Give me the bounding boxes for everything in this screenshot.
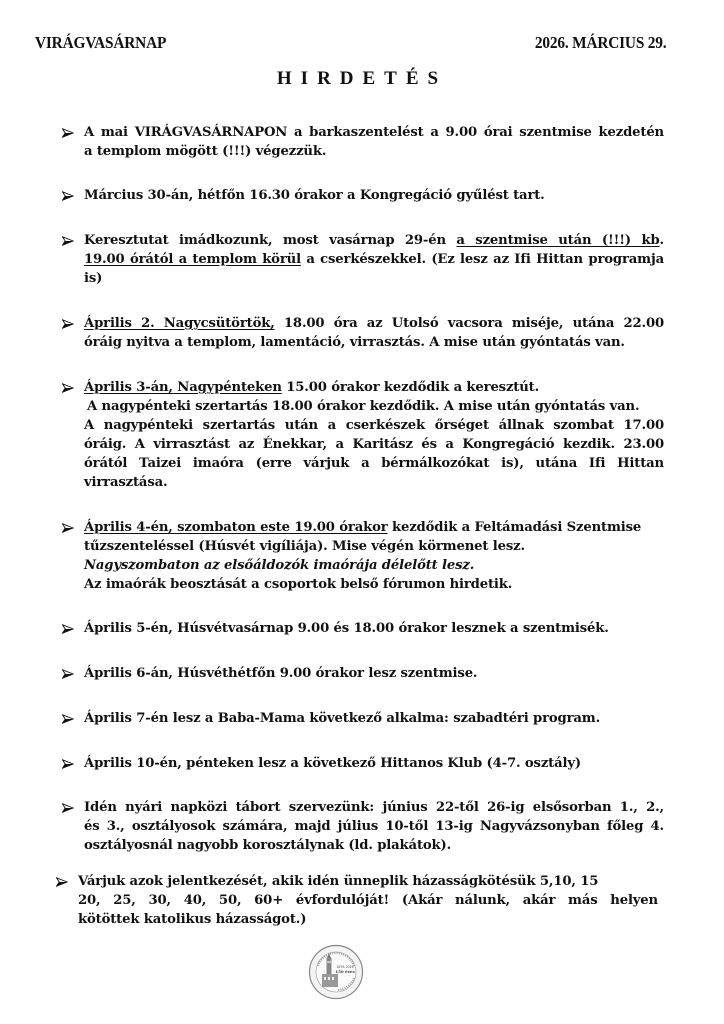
announcement-item [62, 709, 664, 728]
item-line: Az imaórák beosztását a csoportok belső fórumon hirdetik. [84, 577, 513, 592]
item-line [84, 518, 664, 537]
arrow-bullet-icon [62, 314, 76, 333]
announcement-item [62, 231, 664, 288]
item-line: Várjuk azok jelentkezését, akik idén ünneplik házasságkötésük 5,10, 15 [78, 874, 599, 889]
announcement-item [62, 619, 664, 638]
item-line: Március 30-án, hétfőn 16.30 órakor a Kongregáció gyűlést tart. [84, 188, 545, 203]
announcement-item [62, 518, 664, 594]
arrow-bullet-icon [62, 619, 76, 638]
item-line: Április 6-án, Húsvéthétfőn 9.00 órakor lesz szentmise. [84, 666, 478, 681]
item-text: a cserkészekkel. (Ez lesz az Ifi Hittan programja [300, 252, 664, 267]
item-line: kötöttek katolikus házasságot.) [78, 912, 307, 927]
seal-anniversary: 150 éves [335, 969, 355, 974]
arrow-bullet-icon [62, 664, 76, 683]
item-line: Idén nyári napközi tábort szervezünk: június 22-től 26-ig elsősorban 1., 2., [84, 800, 664, 815]
page-title: HIRDETÉS [276, 68, 448, 89]
item-line: osztályosnál nagyobb korosztálynak (ld. plakátok). [84, 838, 452, 853]
arrow-bullet-icon [62, 186, 76, 205]
underlined-text: 19.00 órától a templom körül [84, 252, 301, 267]
item-text: 15.00 órakor kezdődik a keresztút. [281, 380, 540, 395]
item-text: 18.00 óra az Utolsó vacsora miséje, utána 22.00 [274, 316, 665, 331]
item-line: órától Taizei imaóra (erre várjuk a bérmálkozókat is), utána Ifi Hittan [84, 456, 664, 471]
arrow-bullet-icon [62, 754, 76, 773]
item-line: A mai VIRÁGVASÁRNAPON a barkaszentelést a 9.00 órai szentmise kezdetén [84, 125, 664, 140]
item-line: a templom mögött (!!!) végezzük. [84, 144, 327, 159]
announcement-item [62, 378, 664, 492]
arrow-bullet-icon [62, 231, 76, 250]
header-left-title: VIRÁGVASÁRNAP [35, 33, 167, 52]
arrow-bullet-icon [62, 378, 76, 397]
seal-years: 1876-2026 [336, 965, 354, 969]
announcement-item [62, 314, 664, 352]
arrow-bullet-icon [62, 709, 76, 728]
arrow-bullet-icon [56, 872, 70, 891]
item-line: és 3., osztályosok számára, majd július 10-től 13-ig Nagyvázsonyban főleg 4. [84, 819, 664, 834]
item-text: . [659, 233, 664, 248]
item-text: kezdődik a Feltámadási Szentmise [387, 520, 642, 535]
item-line: óráig nyitva a templom, lamentáció, virrasztás. A mise után gyóntatás van. [84, 335, 625, 350]
arrow-bullet-icon [62, 123, 76, 142]
item-line: A nagypénteki szertartás 18.00 órakor kezdődik. A mise után gyóntatás van. [87, 399, 640, 414]
item-line-italic: Nagyszombaton az elsőáldozók imaórája délelőtt lesz. [84, 558, 475, 573]
parish-seal-icon [308, 944, 364, 1000]
announcement-item [62, 664, 664, 683]
item-line [84, 231, 664, 250]
announcement-item [56, 872, 658, 929]
underlined-text: a szentmise után (!!!) kb [456, 233, 660, 248]
item-line: Április 10-én, pénteken lesz a következő Hittanos Klub (4-7. osztály) [84, 756, 581, 771]
item-line: 20, 25, 30, 40, 50, 60+ évfordulóját! (Akár nálunk, akár más helyen [78, 893, 658, 908]
item-line: is) [84, 271, 103, 286]
item-line: Április 5-én, Húsvétvasárnap 9.00 és 18.00 órakor lesznek a szentmisék. [84, 621, 609, 636]
underlined-text: Április 3-án, Nagypénteken [84, 380, 282, 395]
underlined-text: Április 4-én, szombaton este 19.00 órakor [84, 520, 388, 535]
announcement-item [62, 798, 664, 855]
announcement-item [62, 754, 664, 773]
underlined-text: Április 2. Nagycsütörtök, [84, 316, 275, 331]
item-line: A nagypénteki szertartás után a cserkészek őrséget állnak szombat 17.00 [84, 418, 664, 433]
header-date: 2026. MÁRCIUS 29. [534, 33, 666, 52]
item-line: tűzszenteléssel (Húsvét vigíliája). Mise végén körmenet lesz. [84, 539, 525, 554]
item-line [84, 314, 664, 333]
item-line: virrasztása. [84, 475, 168, 490]
item-line: Április 7-én lesz a Baba-Mama következő alkalma: szabadtéri program. [84, 711, 601, 726]
announcement-item [62, 123, 664, 161]
item-line [84, 378, 664, 397]
arrow-bullet-icon [62, 798, 76, 817]
arrow-bullet-icon [62, 518, 76, 537]
announcement-item [62, 186, 664, 205]
item-text: Keresztutat imádkozunk, most vasárnap 29-én [84, 233, 457, 248]
item-line: óráig. A virrasztást az Énekkar, a Karitász és a Kongregáció kezdik. 23.00 [84, 437, 664, 452]
item-line [84, 250, 664, 269]
